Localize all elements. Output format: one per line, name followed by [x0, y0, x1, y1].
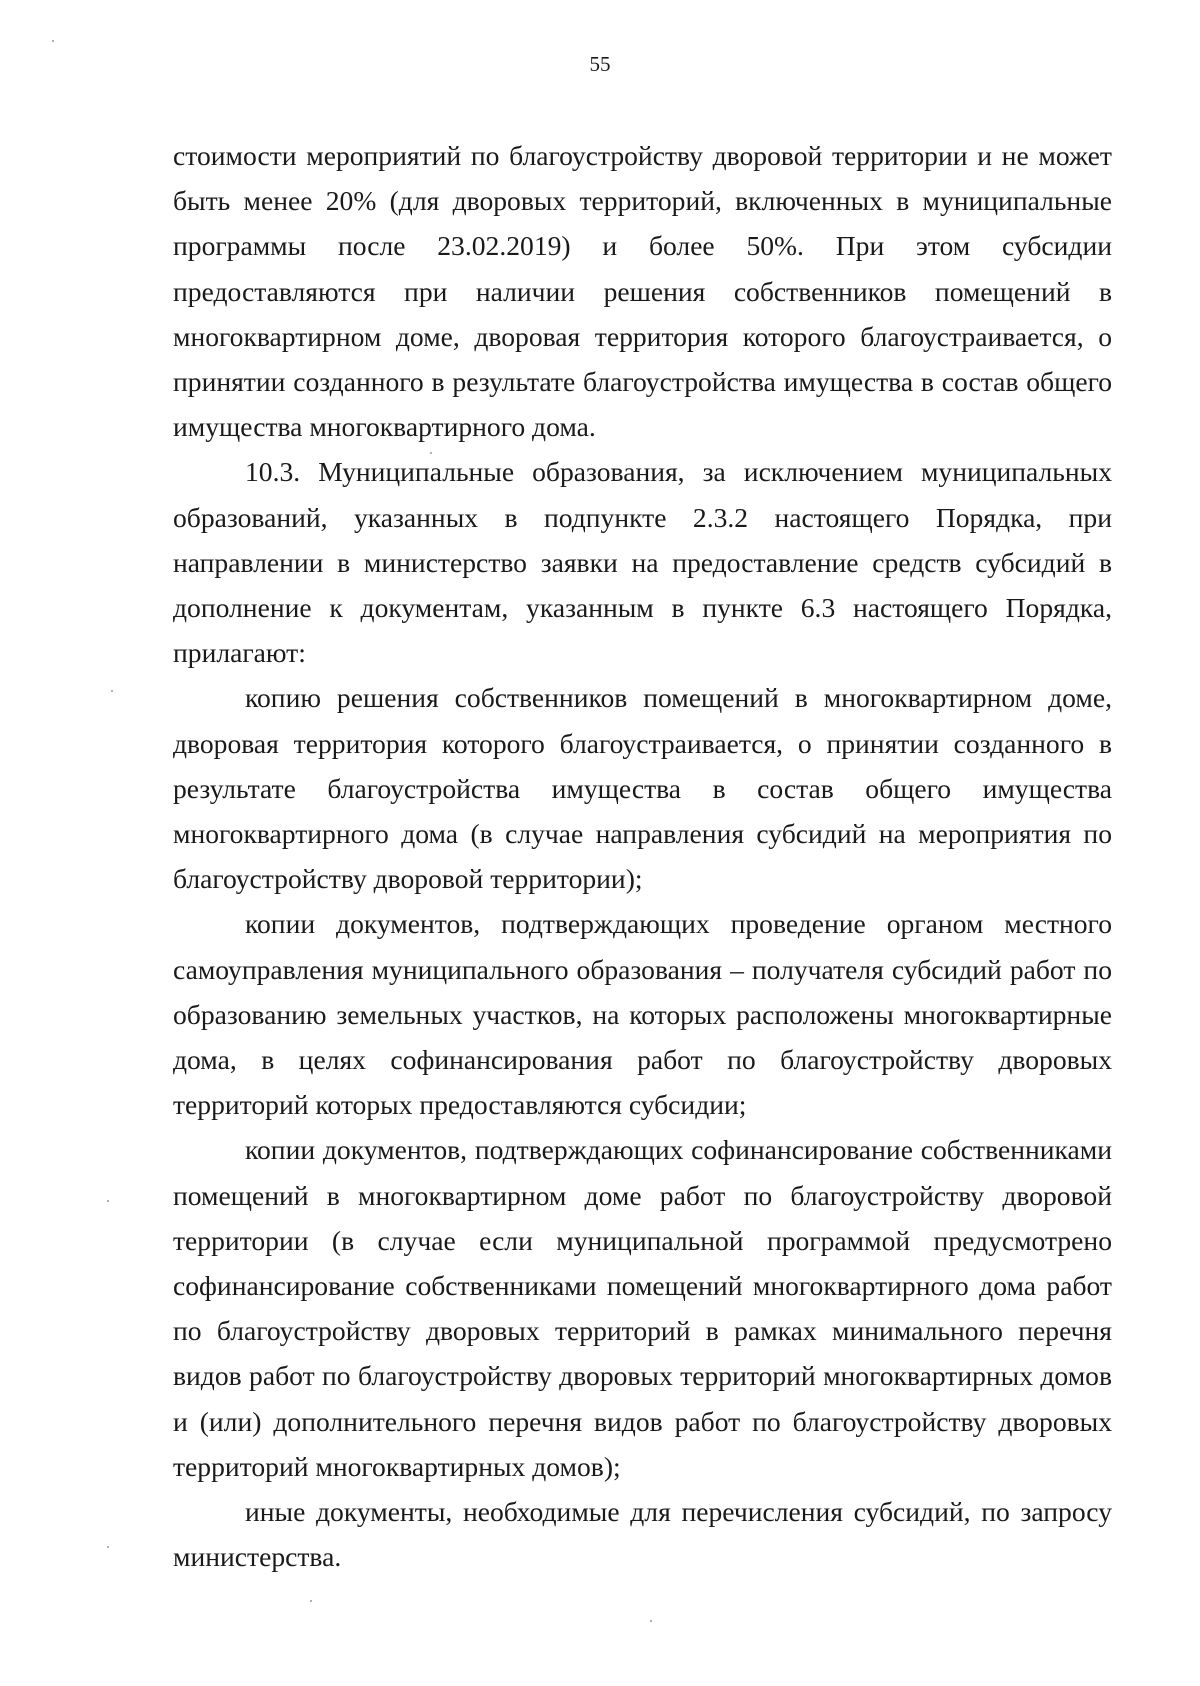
- page-number: 55: [589, 52, 611, 76]
- scan-speck: [111, 690, 113, 692]
- paragraph-10-3: 10.3. Муниципальные образования, за исключением муниципальных образований, указанных в подпункте 2.3.2 настоящего Порядка, при направлении в министерство заявки на предоставление средств субсидий в дополнение к документам, указанным в пункте 6.3 настоящего Порядка, прилагают:: [173, 456, 1112, 669]
- scan-speck: [650, 1620, 652, 1622]
- scan-speck: [430, 452, 432, 454]
- list-item-owners-decision: копию решения собственников помещений в многоквартирном доме, дворовая территория которого благоустраивается, о принятии созданного в результате благоустройства имущества в состав общего имущества многоквартирного дома (в случае направления субсидий на мероприятия по благоустройству дворовой территории);: [173, 682, 1112, 895]
- list-item-other-documents: иные документы, необходимые для перечисления субсидий, по запросу министерства.: [173, 1496, 1112, 1573]
- list-item-cofinancing: копии документов, подтверждающих софинансирование собственниками помещений в многоквартирном доме работ по благоустройству дворовой территории (в случае если муниципальной программой предусмотрено софинансирование собственниками помещений многоквартирного дома работ по благоустройству дворовых территорий в рамках минимального перечня видов работ по благоустройству дворовых территорий многоквартирных домов и (или) дополнительного перечня видов работ по благоустройству дворовых территорий многоквартирных домов);: [173, 1134, 1112, 1482]
- list-item-land-plots: копии документов, подтверждающих проведение органом местного самоуправления муниципального образования – получателя субсидий работ по образованию земельных участков, на которых расположены многоквартирные дома, в целях софинансирования работ по благоустройству дворовых территорий которых предоставляются субсидии;: [173, 908, 1112, 1121]
- scan-speck: [310, 1600, 312, 1602]
- paragraph-continued: стоимости мероприятий по благоустройству дворовой территории и не может быть менее 20% (для дворовых территорий, включенных в муниципальные программы после 23.02.2019) и более 50%. При этом субсидии предоставляются при наличии решения собственников помещений в многоквартирном доме, дворовая территория которого благоустраивается, о принятии созданного в результате благоустройства имущества в состав общего имущества многоквартирного дома.: [173, 140, 1112, 443]
- document-body: [173, 133, 1112, 1580]
- scan-speck: [107, 1200, 109, 1202]
- scan-speck: [107, 1546, 109, 1548]
- scan-speck: [52, 40, 54, 42]
